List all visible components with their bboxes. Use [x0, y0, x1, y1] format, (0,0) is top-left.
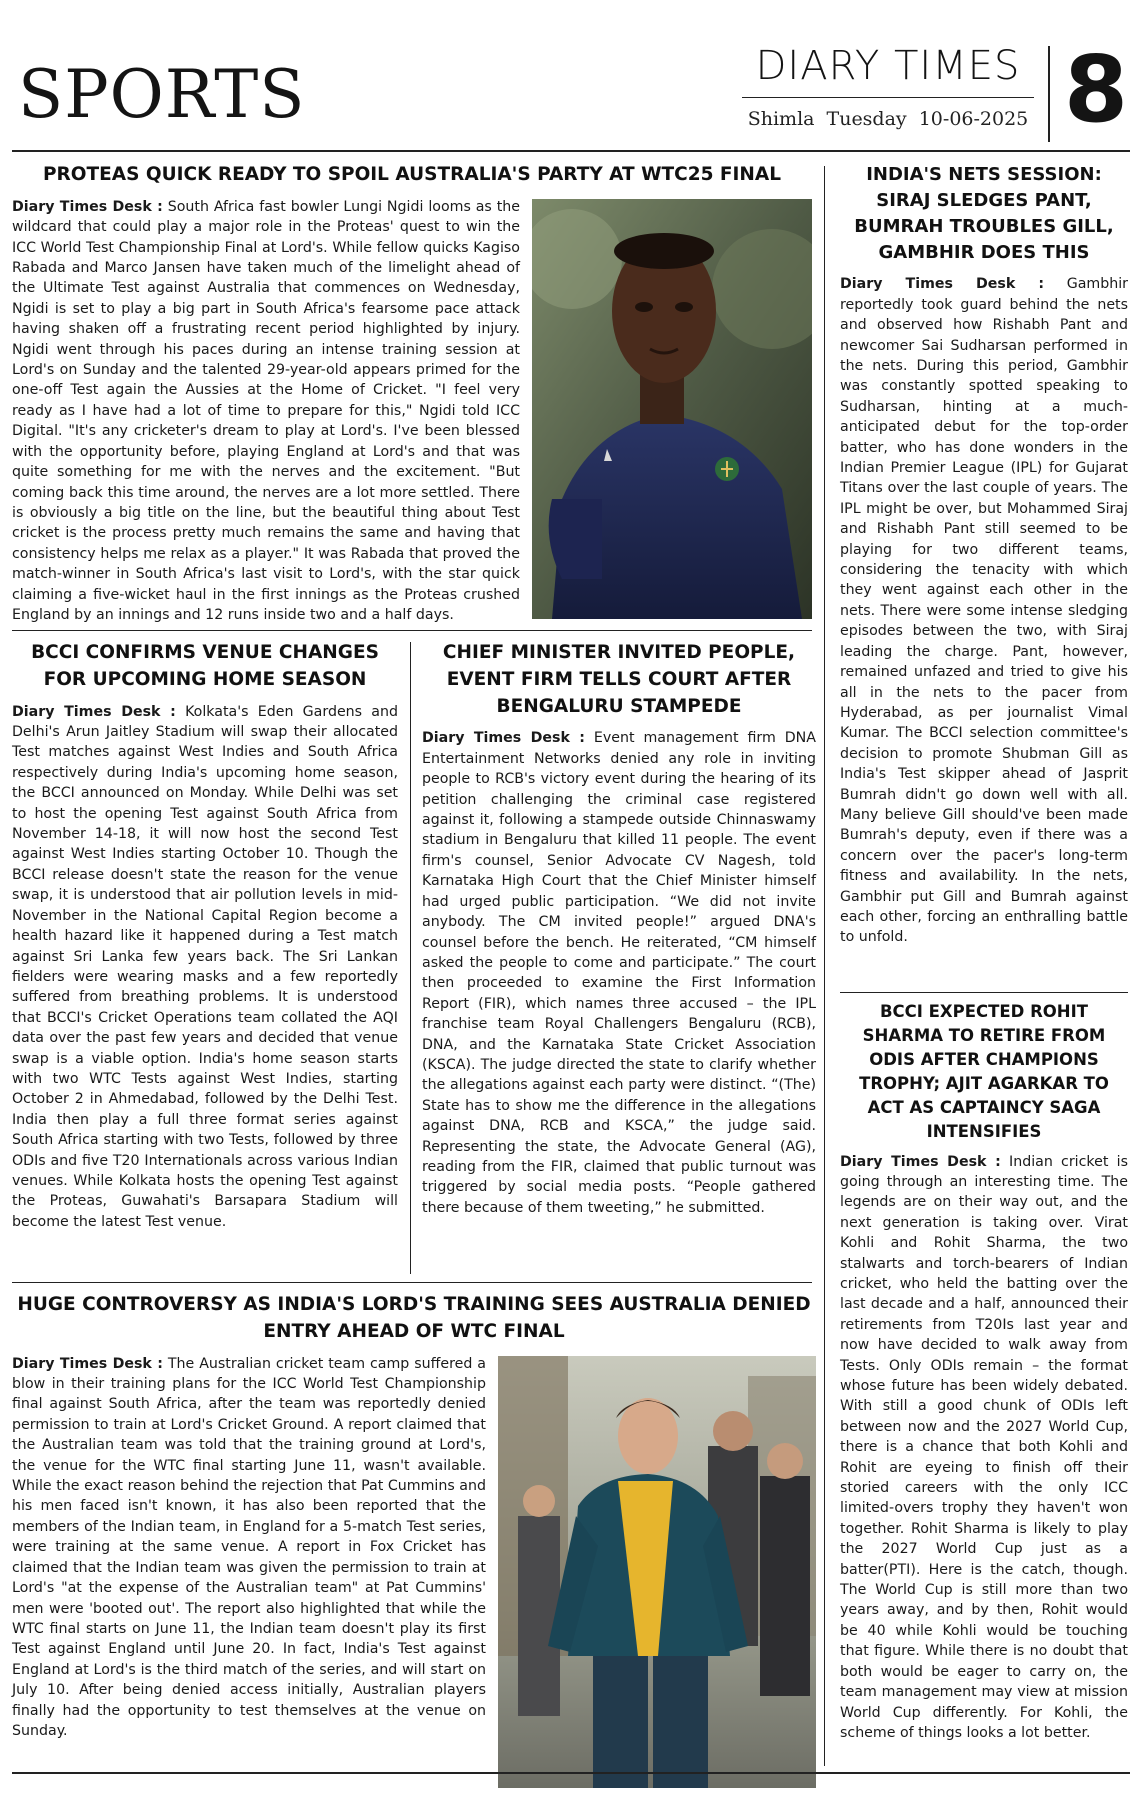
article-byline: Diary Times Desk : — [840, 1153, 1001, 1170]
section-title: SPORTS — [18, 56, 306, 133]
article-byline: Diary Times Desk : — [12, 1355, 163, 1372]
article-headline: BCCI EXPECTED ROHIT SHARMA TO RETIRE FROM ODIS AFTER CHAMPIONS TROPHY; AJIT AGARKAR TO ACT AS CAPTAINCY SAGA INTENSIFIES — [859, 1002, 1109, 1141]
masthead-rule — [12, 150, 1130, 152]
masthead — [0, 0, 1140, 152]
article-body — [840, 274, 1128, 947]
article-headline: PROTEAS QUICK READY TO SPOIL AUSTRALIA'S PARTY AT WTC25 FINAL — [43, 164, 781, 185]
article-byline: Diary Times Desk : — [12, 703, 176, 720]
dateline-day: Tuesday — [826, 108, 907, 130]
article-bengaluru-stampede — [422, 640, 816, 1218]
page-number: 8 — [1063, 36, 1128, 143]
dateline — [742, 108, 1034, 130]
article-body — [422, 728, 816, 1218]
article-byline: Diary Times Desk : — [12, 198, 163, 215]
divider-after-lead-story — [12, 630, 812, 631]
article-body — [12, 702, 398, 1233]
masthead-divider — [1048, 46, 1050, 142]
article-bcci-venue-changes — [12, 640, 398, 1232]
article-headline: CHIEF MINISTER INVITED PEOPLE, EVENT FIRM TELLS COURT AFTER BENGALURU STAMPEDE — [442, 642, 796, 717]
article-text: Gambhir reportedly took guard behind the nets and observed how Rishabh Pant and newcomer Sai Sudharsan performed in the nets. During this period, Gambhir was constantly spotted speaking to Sudharsan, hinting at a much-anticipated debut for the top-order batter, who has done wonders in the Indian Premier League (IPL) for Gujarat Titans over the last couple of years. The IPL might be over, but Mohammed Siraj and Rishabh Pant still seemed to be playing for two different teams, considering the tenacity with which they went against each other in the nets. There were some intense sledging episodes between the two, with Siraj leading the charge. Pant, however, remained unfazed and tried to give his all in the nets to the pacer from Hyderabad, as per journalist Vimal Kumar. The BCCI selection committee's decision to promote Shubman Gill as India's Test skipper ahead of Jasprit Bumrah didn't go down well with all. Many believe Gill should've been made Bumrah's deputy, even if there was a concern over the pacer's long-term fitness and availability. In the nets, Gambhir put Gill and Bumrah against each other, forcing an enthralling battle to unfold. — [840, 276, 1128, 946]
article-headline: BCCI CONFIRMS VENUE CHANGES FOR UPCOMING HOME SEASON — [31, 642, 379, 690]
article-headline: INDIA'S NETS SESSION: SIRAJ SLEDGES PANT, BUMRAH TROUBLES GILL, GAMBHIR DOES THIS — [854, 164, 1114, 264]
article-byline: Diary Times Desk : — [840, 276, 1045, 293]
cummins-photo — [498, 1356, 816, 1788]
article-byline: Diary Times Desk : — [422, 730, 585, 747]
article-text: The Australian cricket team camp suffered a blow in their training plans for the ICC World Test Championship final against South Africa, after the team was reportedly denied permission to train at Lord's Cricket Ground. A report claimed that the Australian team was told that the training ground at Lord's, the venue for the WTC final starting June 11, wasn't available. While the exact reason behind the rejection that Pat Cummins and his men faced isn't known, it has also been reported that the members of the Indian team, in England for a 5-match Test series, were training at the same venue. A report in Fox Cricket has claimed that the Indian team was given the permission to train at Lord's "at the expense of the Australian team" at Pat Cummins' men were 'booted out'. The report also highlighted that while the WTC final starts on June 11, the Indian team doesn't play its first Test against England until June 20. In fact, India's Test against England at Lord's is the third match of the series, and will start on July 10. After being denied access initially, Australian players finally had the opportunity to test themselves at the venue on Sunday. — [12, 1355, 486, 1739]
newspaper-name: DIARY TIMES — [755, 43, 1021, 89]
divider-between-middle-stories — [410, 642, 411, 1274]
article-proteas-ngidi — [12, 162, 812, 625]
divider-right-column — [840, 992, 1128, 993]
footer-rule — [12, 1772, 1130, 1774]
right-column-divider — [824, 166, 825, 1766]
article-lords-training-controversy — [12, 1292, 816, 1794]
article-body — [840, 1152, 1128, 1744]
article-rohit-sharma-odi — [840, 1000, 1128, 1743]
dateline-city: Shimla — [747, 108, 815, 130]
article-headline: HUGE CONTROVERSY AS INDIA'S LORD'S TRAINING SEES AUSTRALIA DENIED ENTRY AHEAD OF WTC FINAL — [17, 1294, 811, 1342]
ngidi-photo — [532, 199, 812, 619]
article-text: South Africa fast bowler Lungi Ngidi looms as the wildcard that could play a major role in the Proteas' quest to win the ICC World Test Championship Final at Lord's. While fellow quicks Kagiso Rabada and Marco Jansen have taken much of the limelight ahead of the Ultimate Test against Australia that commences on Wednesday, Ngidi is set to play a big part in South Africa's fearsome pace attack having shaken off a frustrating recent period highlighted by injury. Ngidi went through his paces during an intense training session at Lord's on Sunday and the talented 29-year-old appears primed for the one-off Test again the Aussies at the Home of Cricket. "I feel very ready as I have had a lot of time to prepare for this," Ngidi told ICC Digital. "It's any cricketer's dream to play at Lord's. I've been blessed with the opportunity before, playing England at Lord's and that was quite something for me with the nerves and the excitement. "But coming back this time around, the nerves are a lot more settled. There is obviously a big title on the line, but the beautiful thing about Test cricket is the process pretty much remains the same and having that consistency helps me relax as a player." It was Rabada that proved the match-winner in South Africa's last visit to Lord's, with the star quick claiming a five-wicket haul in the first innings as the Proteas crushed England by an innings and 12 runs inside two and a half days. — [12, 198, 521, 623]
article-text: Indian cricket is going through an interesting time. The legends are on their way out, and the next generation is taking over. Virat Kohli and Rohit Sharma, the two stalwarts and torch-bearers of Indian cricket, who held the batting over the last decade and a half, announced their retirements from T20Is last year and now have decided to walk away from Tests. Only ODIs remain – the format whose future has been widely debated. With still a good chunk of ODIs left between now and the 2027 World Cup, there is a chance that both Kohli and Rohit are eyeing to finish off their storied careers with the only ICC limited-overs trophy they haven't won together. Rohit Sharma is likely to play the 2027 World Cup just as a batter(PTI). Here is the catch, though. The World Cup is still more than two years away, and by then, Rohit would be 40 while Kohli would be touching that figure. While there is no doubt that both would be eager to carry on, the team management may view at mission World Cup differently. For Kohli, the scheme of things looks a lot better. — [840, 1153, 1128, 1741]
dateline-rule — [742, 97, 1034, 98]
dateline-date: 10-06-2025 — [918, 108, 1029, 130]
article-text: Event management firm DNA Entertainment Networks denied any role in inviting people to RCB's victory event during the hearing of its petition challenging the criminal case registered against it, following a stampede outside Chinnaswamy stadium in Bengaluru that killed 11 people. The event firm's counsel, Senior Advocate CV Nagesh, told Karnataka High Court that the Chief Minister himself had urged public participation. “We did not invite anybody. The CM invited people!” argued DNA's counsel before the bench. He reiterated, “CM himself asked the people to come and participate.” The court then proceeded to examine the First Information Report (FIR), which names three accused – the IPL franchise team Royal Challengers Bengaluru (RCB), DNA, and the Karnataka State Cricket Association (KSCA). The judge directed the state to clarify whether the allegations against each party were distinct. “(The) State has to show me the difference in the allegations against DNA, RCB and KSCA,” the judge said. Representing the state, the Advocate General (AG), reading from the FIR, claimed that public turnout was triggered by social media posts. “People gathered there because of them tweeting,” he submitted. — [422, 730, 816, 1216]
article-text: Kolkata's Eden Gardens and Delhi's Arun Jaitley Stadium will swap their allocated Test matches against West Indies and South Africa respectively during India's upcoming home season, the BCCI announced on Monday. While Delhi was set to host the opening Test against South Africa from November 14-18, it will now host the second Test against West Indies starting October 10. Though the BCCI release doesn't state the reason for the venue swap, it is understood that air pollution levels in mid-November in the National Capital Region become a health hazard like it happened during a Test match against Sri Lanka few years back. The Sri Lankan fielders were wearing masks and a few reportedly suffered from breathing problems. It is understood that BCCI's Cricket Operations team collated the AQI data over the past few years and decided that venue swap is a viable option. India's home season starts with two WTC Tests against West Indies, starting October 2 in Ahmedabad, followed by the Delhi Test. India then play a full three format series against South Africa starting with two Tests, followed by three ODIs and five T20 Internationals across various Indian venues. While Kolkata hosts the opening Test against the Proteas, Guwahati's Barsapara Stadium will become the latest Test venue. — [12, 703, 399, 1230]
divider-before-bottom-story — [12, 1282, 812, 1283]
article-india-nets-session — [840, 162, 1128, 948]
